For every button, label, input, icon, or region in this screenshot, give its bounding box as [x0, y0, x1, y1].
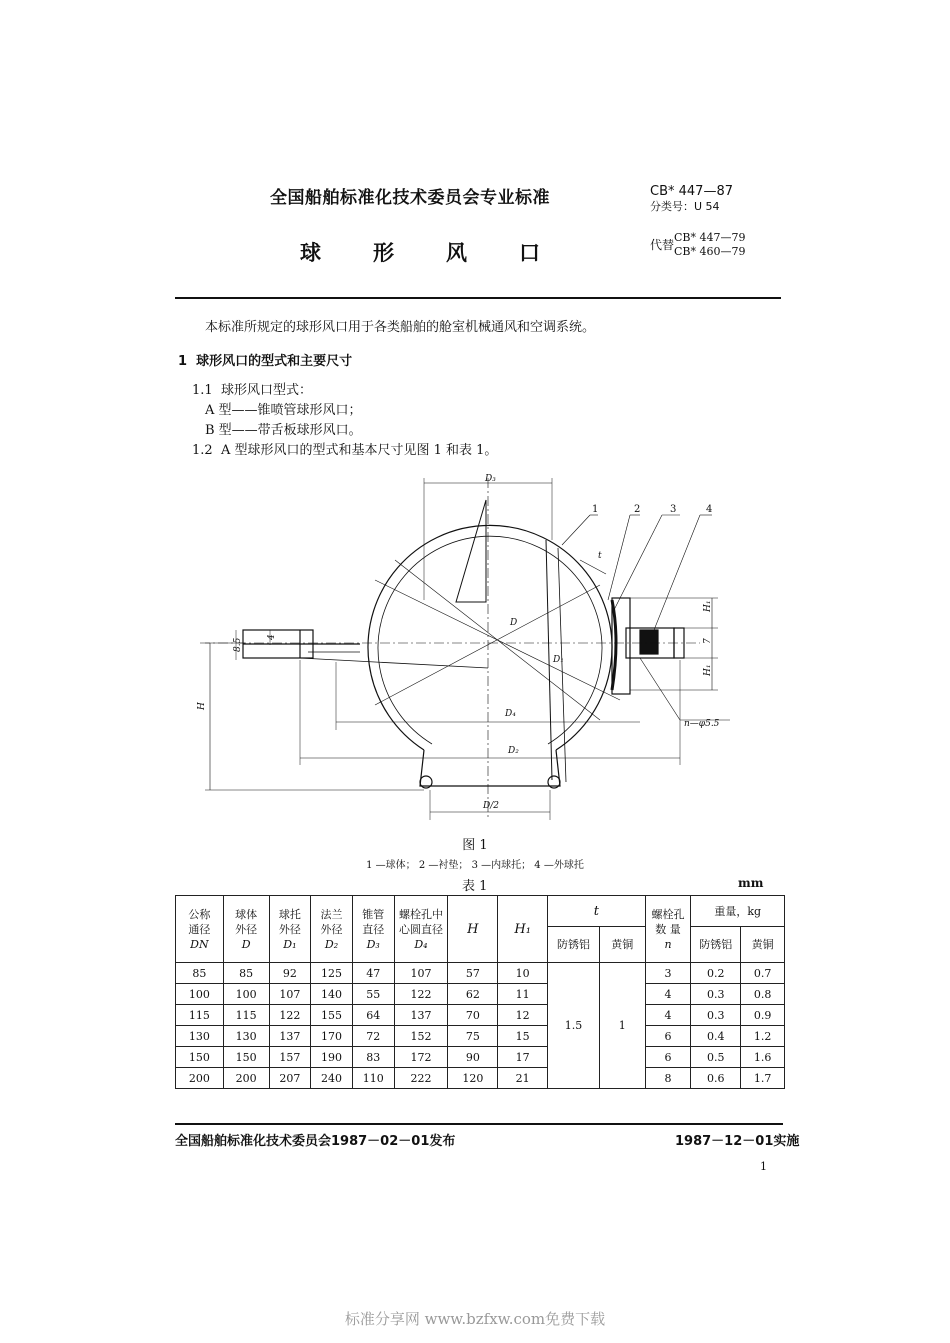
header-h: H [448, 896, 498, 963]
title-char: 口 [519, 241, 540, 265]
issue-date: 全国船舶标准化技术委员会1987－02－01发布 [175, 1134, 456, 1149]
header-t-al: 防锈铝 [548, 927, 600, 963]
label-t: t [598, 551, 602, 561]
header-d2: 法兰 外径 D₂ [311, 896, 353, 963]
part-number: 4 [706, 504, 713, 515]
part-number: 3 [670, 504, 677, 515]
clause-number: 1.1 [192, 383, 213, 398]
sphere-outer [368, 525, 612, 750]
type-b-line: B 型——带舌板球形风口。 [205, 423, 362, 438]
footer-rule [175, 1123, 783, 1125]
label-d4: D₄ [505, 709, 516, 719]
label-d2: D₂ [508, 746, 519, 756]
header-d4: 螺栓孔中 心圆直径 D₄ [394, 896, 448, 963]
header-h1: H₁ [498, 896, 548, 963]
standard-number: CB* 447—87 [650, 184, 733, 199]
clause-number: 1.2 [192, 443, 213, 458]
clause-text: A 型球形风口的型式和基本尺寸见图 1 和表 1。 [220, 443, 498, 458]
title-char: 风 [446, 241, 467, 265]
table-row: 150 150 157 190 83 172 90 17 6 0.5 1.6 [176, 1047, 785, 1068]
part-number: 1 [592, 504, 599, 515]
table-unit: mm [738, 876, 764, 890]
title-char: 形 [373, 241, 394, 265]
label-d: D [510, 618, 518, 628]
header-w-al: 防锈铝 [691, 927, 741, 963]
sphere-inner [378, 536, 602, 744]
header-weight: 重量，kg [691, 896, 785, 927]
replaced-standard: CB* 447—79 [674, 231, 746, 244]
table-row: 85 85 92 125 47 107 57 10 1.5 1 3 0.2 0.7 [176, 963, 785, 984]
type-a-line: A 型——锥喷管球形风口； [205, 403, 362, 418]
header-d: 球体 外径 D [223, 896, 269, 963]
cone-tube [456, 500, 486, 602]
label-dhalf: D/2 [483, 801, 499, 811]
cone-right [546, 540, 552, 780]
t-cu-value: 1 [599, 963, 645, 1089]
label-h1-top: H₁ [703, 600, 713, 612]
label-8-5: 8.5 [233, 637, 243, 652]
part-number: 2 [634, 504, 641, 515]
table-row: 200 200 207 240 110 222 120 21 8 0.6 1.7 [176, 1068, 785, 1089]
table-caption: 表 1 [462, 879, 488, 894]
table-row: 115 115 122 155 64 137 70 12 4 0.3 0.9 [176, 1005, 785, 1026]
table-row: 100 100 107 140 55 122 62 11 4 0.3 0.8 [176, 984, 785, 1005]
table-1 [175, 895, 785, 1089]
page-number: 1 [760, 1160, 767, 1173]
neck [420, 750, 560, 786]
label-holes: n—φ5.5 [684, 719, 720, 729]
header-d1: 球托 外径 D₁ [269, 896, 311, 963]
clause-text: 球形风口型式： [220, 383, 312, 398]
classification-number: 分类号：U 54 [650, 200, 720, 213]
t-al-value: 1.5 [548, 963, 600, 1089]
header-dn: 公称 通径 DN [176, 896, 224, 963]
figure-legend: 1 —球体； 2 —衬垫； 3 —内球托； 4 —外球托 [366, 860, 584, 871]
header-d3: 锥管 直径 D₃ [352, 896, 394, 963]
figure-caption: 图 1 [462, 838, 488, 853]
org-title: 全国船舶标准化技术委员会专业标准 [270, 188, 550, 208]
header-n: 螺栓孔 数 量 n [645, 896, 691, 963]
header-t-cu: 黄铜 [599, 927, 645, 963]
replaced-standard: CB* 460—79 [674, 245, 746, 258]
watermark: 标准分享网 www.bzfxw.com免费下载 [344, 1310, 606, 1328]
label-seven: 7 [703, 638, 713, 644]
label-d1: D₁ [553, 655, 564, 665]
label-4: 4 [267, 634, 277, 640]
title-char: 球 [300, 241, 321, 265]
header-t: t [548, 896, 646, 927]
table-row: 130 130 137 170 72 152 75 15 6 0.4 1.2 [176, 1026, 785, 1047]
section-number: 1 [178, 354, 188, 369]
table-header-row [176, 896, 785, 927]
header-w-cu: 黄铜 [741, 927, 785, 963]
label-d3: D₃ [485, 474, 496, 484]
effective-date: 1987－12－01实施 [675, 1134, 800, 1149]
replaces-label: 代替 [650, 238, 675, 252]
section-title: 球形风口的型式和主要尺寸 [196, 354, 353, 369]
intro-paragraph: 本标准所规定的球形风口用于各类船舶的舱室机械通风和空调系统。 [205, 320, 596, 335]
label-h: H [197, 702, 207, 710]
label-h1-bottom: H₁ [703, 664, 713, 676]
